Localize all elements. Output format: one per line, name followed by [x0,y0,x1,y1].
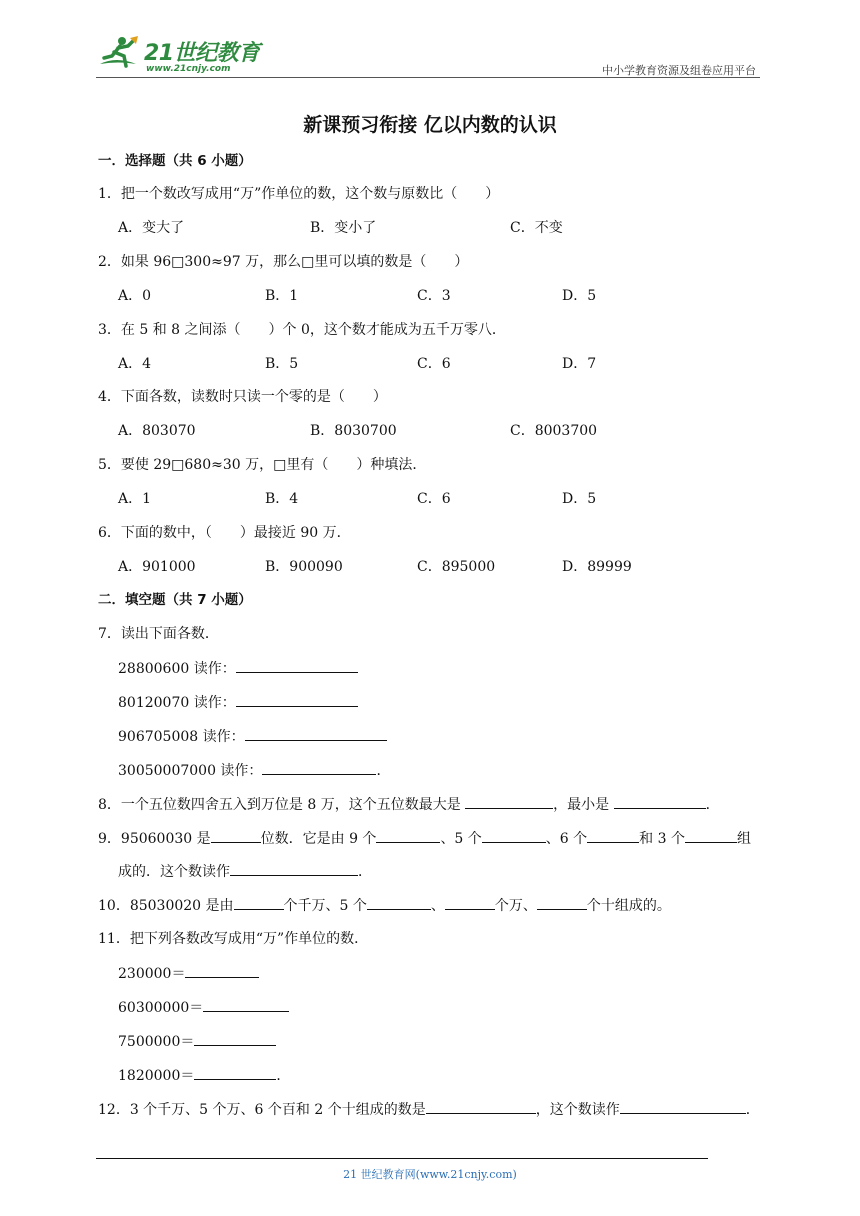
question-11-line-1 [118,964,259,983]
answer-blank[interactable] [465,795,553,809]
question-1-stem: 1．把一个数改写成用“万”作单位的数，这个数与原数比（ ） [98,186,500,202]
question-10 [98,896,671,915]
question-12-part-3: ． [745,1102,760,1118]
question-7-line-1 [118,659,358,678]
question-2-option-c: C．3 [417,288,451,304]
question-9-part-4: 、6 个 [545,831,588,847]
question-3-stem: 3．在 5 和 8 之间添（ ）个 0，这个数才能成为五千万零八． [98,322,506,338]
question-12-part-2: ，这个数读作 [535,1102,620,1118]
answer-blank[interactable] [482,829,546,843]
question-11-stem: 11．把下列各数改写成用“万”作单位的数． [98,931,369,947]
page-footer: 21 世纪教育网(www.21cnjy.com) [343,1168,517,1181]
answer-blank[interactable] [245,727,387,741]
answer-blank[interactable] [203,998,289,1012]
logo-text: 21世纪教育 [144,41,260,66]
answer-blank[interactable] [236,659,358,673]
question-3-option-d: D．7 [562,356,597,372]
question-10-part-5: 个十组成的。 [586,898,671,914]
platform-name: 中小学教育资源及组卷应用平台 [602,64,756,77]
question-12-part-1: 12．3 个千万、5 个万、6 个百和 2 个十组成的数是 [98,1102,426,1118]
answer-blank[interactable] [194,1066,276,1080]
answer-blank[interactable] [614,795,706,809]
question-9-part-7: 成的．这个数读作 [118,864,230,880]
page-title: 新课预习衔接 亿以内数的认识 [303,114,557,136]
question-5-option-a: A．1 [118,491,152,507]
question-9-part-6: 组 [736,831,751,847]
answer-blank[interactable] [537,896,587,910]
question-9-part-1: 9．95060030 是 [98,831,211,847]
question-2-option-b: B．1 [265,288,299,304]
question-11-line-2-text: 60300000＝ [118,1000,204,1016]
question-11-line-3-text: 7500000＝ [118,1034,195,1050]
question-7-stem: 7．读出下面各数． [98,626,219,642]
question-3-option-c: C．6 [417,356,451,372]
header-divider [96,77,760,78]
answer-blank[interactable] [194,1032,276,1046]
question-7-line-2-text: 80120070 读作： [118,695,236,711]
question-9-part-8: ． [358,864,372,880]
question-8-part-3: ． [705,797,720,813]
question-1-option-c: C．不变 [510,220,563,236]
question-7-line-4-text: 30050007000 读作： [118,763,263,779]
logo [96,34,266,74]
answer-blank[interactable] [685,829,737,843]
footer-divider [96,1158,708,1159]
question-7-line-3-text: 906705008 读作： [118,729,245,745]
question-7-line-2 [118,693,358,712]
question-11-line-3 [118,1032,276,1051]
question-2-option-d: D．5 [562,288,597,304]
question-4-option-a: A．803070 [118,423,196,439]
question-5-option-b: B．4 [265,491,299,507]
question-5-option-d: D．5 [562,491,597,507]
logo-url: www.21cnjy.com [146,64,231,74]
question-1-option-b: B．变小了 [310,220,377,236]
question-10-part-4: 个万、 [494,898,537,914]
section-heading-choice: 一．选择题（共 6 小题） [98,153,252,169]
question-6-option-d: D．89999 [562,559,632,575]
question-5-stem: 5．要使 29□680≈30 万，□里有（ ）种填法． [98,457,427,473]
question-9-line-2 [118,862,372,881]
question-9-line-1 [98,829,751,848]
question-10-part-2: 个千万、5 个 [283,898,367,914]
question-11-line-4-text: 1820000＝ [118,1068,195,1084]
question-4-option-b: B．8030700 [310,423,397,439]
page-header [96,30,760,78]
question-7-line-3 [118,727,387,746]
question-10-part-3: 、 [430,898,445,914]
question-6-option-a: A．901000 [118,559,196,575]
question-12 [98,1100,760,1119]
runner-logo-icon [96,34,142,74]
question-6-stem: 6．下面的数中，（ ）最接近 90 万． [98,525,351,541]
answer-blank[interactable] [236,693,358,707]
question-6-option-b: B．900090 [265,559,343,575]
question-2-option-a: A．0 [118,288,152,304]
question-9-part-3: 、5 个 [440,831,482,847]
question-7-line-4 [118,761,390,780]
question-3-option-a: A．4 [118,356,152,372]
answer-blank[interactable] [185,964,259,978]
answer-blank[interactable] [376,829,440,843]
question-5-option-c: C．6 [417,491,451,507]
question-6-option-c: C．895000 [417,559,496,575]
answer-blank[interactable] [211,829,261,843]
answer-blank[interactable] [230,862,358,876]
answer-blank[interactable] [367,896,431,910]
question-11-line-4 [118,1066,290,1085]
answer-blank[interactable] [234,896,284,910]
answer-blank[interactable] [587,829,639,843]
question-11-line-2 [118,998,289,1017]
question-11-end: ． [276,1068,291,1084]
answer-blank[interactable] [445,896,495,910]
question-3-option-b: B．5 [265,356,299,372]
question-2-stem: 2．如果 96□300≈97 万，那么□里可以填的数是（ ） [98,254,469,270]
answer-blank[interactable] [262,761,376,775]
question-10-part-1: 10．85030020 是由 [98,898,234,914]
question-1-option-a: A．变大了 [118,220,185,236]
question-7-end: ． [376,763,391,779]
answer-blank[interactable] [620,1100,746,1114]
question-4-stem: 4．下面各数，读数时只读一个零的是（ ） [98,389,387,405]
question-9-part-5: 和 3 个 [639,831,685,847]
question-4-option-c: C．8003700 [510,423,598,439]
question-9-part-2: 位数．它是由 9 个 [260,831,377,847]
question-11-line-1-text: 230000＝ [118,966,186,982]
question-8-part-2: ，最小是 [553,797,614,813]
question-7-line-1-text: 28800600 读作： [118,661,236,677]
answer-blank[interactable] [426,1100,536,1114]
section-heading-fill: 二．填空题（共 7 小题） [98,592,252,608]
question-8 [98,795,720,814]
question-8-part-1: 8．一个五位数四舍五入到万位是 8 万，这个五位数最大是 [98,797,466,813]
